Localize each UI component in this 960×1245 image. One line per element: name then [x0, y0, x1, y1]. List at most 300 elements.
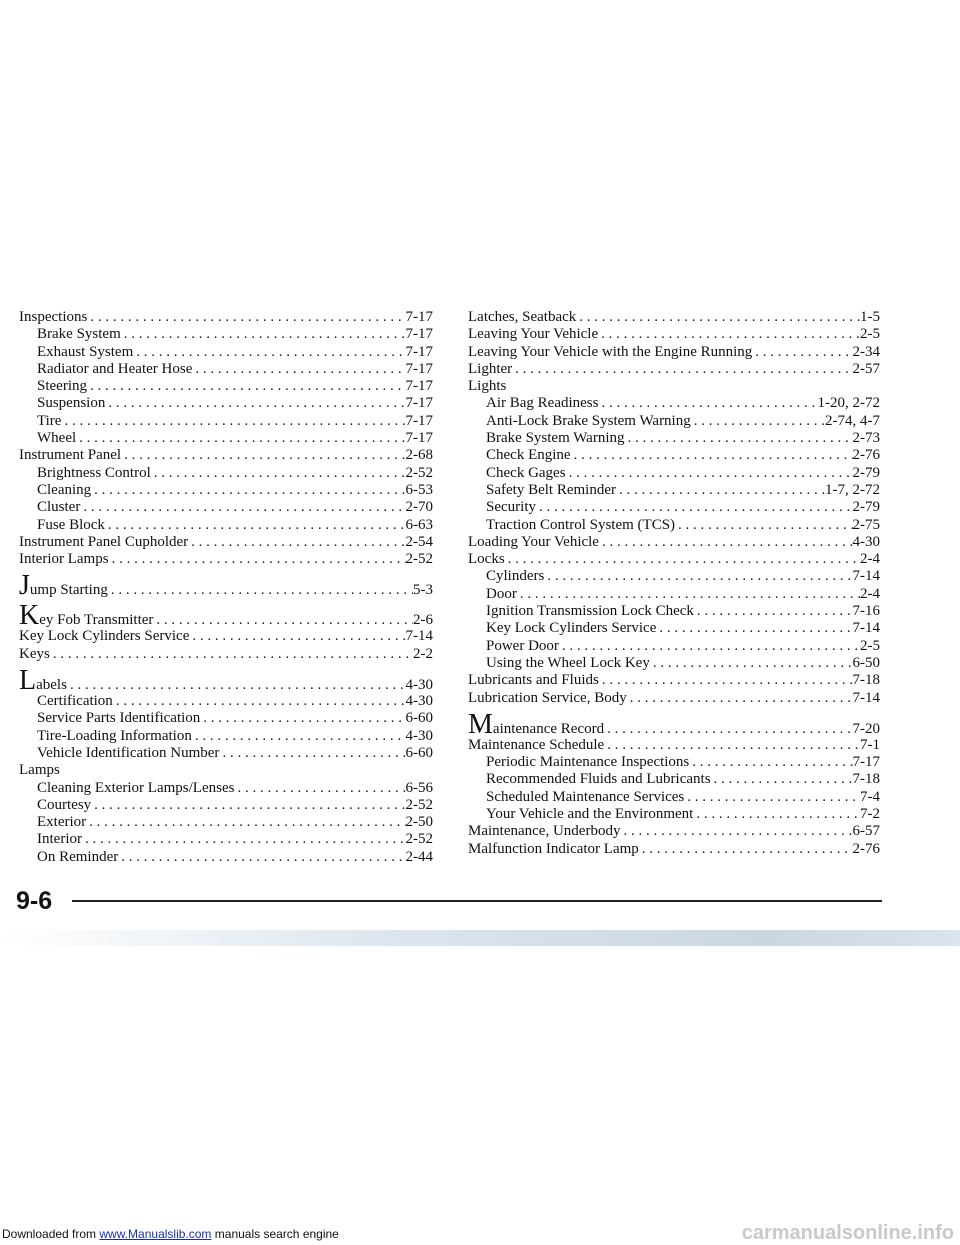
index-entry-label: [19, 646, 50, 663]
dot-leader: [105, 517, 406, 534]
index-entry-label: [37, 499, 80, 516]
dot-leader: [108, 582, 413, 598]
index-entry-page: 7-20: [852, 720, 880, 737]
index-entry-page: 2-76: [852, 840, 880, 857]
index-entry-text: Check Engine: [486, 447, 571, 464]
index-entry-page: 2-68: [405, 447, 433, 464]
dot-leader: [693, 806, 860, 823]
index-entry-text: Cluster: [37, 499, 81, 516]
index-entry: [468, 690, 880, 707]
index-entry-page: 7-17: [405, 378, 433, 395]
index-entry-text: Wheel: [37, 430, 77, 447]
index-entry-text: Instrument Panel Cupholder: [19, 533, 189, 550]
index-entry-page: 2-57: [852, 360, 880, 377]
index-entry: [468, 447, 880, 464]
index-entry: [19, 447, 433, 464]
index-entry-label: [486, 806, 693, 823]
index-entry-label: [468, 672, 599, 689]
index-entry-page: 2-4: [860, 585, 880, 602]
index-entry: [19, 797, 433, 814]
dot-leader: [694, 603, 853, 620]
index-entry: [19, 628, 433, 645]
index-entry-text: Cleaning: [37, 481, 92, 498]
watermark-logo: carmanualsonline.info: [741, 1222, 954, 1244]
index-entry-label: [486, 789, 684, 806]
dot-leader: [536, 499, 853, 516]
index-entry-page: 2-44: [405, 848, 433, 865]
dot-leader: [192, 728, 406, 745]
dot-leader: [625, 430, 853, 447]
index-entry: [468, 361, 880, 378]
index-entry-label: [37, 430, 76, 447]
index-entry-page: 6-63: [405, 516, 433, 533]
index-entry: [19, 534, 433, 551]
dot-leader: [50, 646, 413, 663]
download-prefix: Downloaded from: [2, 1227, 100, 1241]
index-entry-label: [486, 517, 675, 534]
dot-leader: [711, 771, 853, 788]
index-entry-page: 6-53: [405, 481, 433, 498]
index-entry-page: 6-60: [405, 744, 433, 761]
dot-leader: [599, 672, 853, 689]
index-entry: [19, 482, 433, 499]
index-entry-label: [19, 762, 60, 779]
index-entry-label: [37, 344, 133, 361]
dot-leader: [87, 309, 405, 326]
index-entry: [19, 710, 433, 727]
index-entry: [468, 655, 880, 672]
index-entry: [468, 517, 880, 534]
index-entry: [468, 395, 880, 412]
index-entry: [19, 646, 433, 663]
index-entry-label: [19, 602, 153, 628]
index-entry-label: [486, 586, 517, 603]
index-entry-text: Tire: [37, 412, 62, 429]
dot-leader: [76, 430, 405, 447]
index-entry-text: Brake System Warning: [486, 430, 625, 447]
index-entry-page: 2-4: [860, 551, 880, 568]
index-entry: [468, 465, 880, 482]
index-entry-page: 2-34: [852, 343, 880, 360]
dot-leader: [80, 499, 405, 516]
index-entry-label: [19, 628, 189, 645]
index-entry-label: [486, 620, 656, 637]
dot-leader: [113, 693, 406, 710]
section-initial-letter: K: [19, 602, 40, 629]
index-entry-page: 7-1: [860, 736, 880, 753]
index-entry-label: [37, 361, 192, 378]
index-entry: [19, 745, 433, 762]
index-entry-text: Brightness Control: [37, 464, 151, 481]
dot-leader: [689, 754, 852, 771]
index-entry-text: Radiator and Heater Hose: [37, 360, 193, 377]
index-entry-label: [468, 361, 512, 378]
index-entry-text: Lubrication Service, Body: [468, 689, 627, 706]
index-entry-page: 2-54: [405, 533, 433, 550]
index-entry-label: [37, 745, 219, 762]
index-entry-page: 1-5: [860, 309, 880, 325]
dot-leader: [219, 745, 405, 762]
footer-band: [0, 930, 960, 946]
index-entry-label: [37, 728, 192, 745]
index-right-column: [468, 309, 880, 858]
dot-leader: [153, 612, 413, 628]
index-entry-page: 2-73: [852, 430, 880, 447]
index-entry: [468, 551, 880, 568]
index-entry-label: [468, 534, 599, 551]
dot-leader: [627, 690, 853, 707]
index-entry-page: 2-76: [852, 447, 880, 464]
index-entry: [19, 430, 433, 447]
index-entry-page: 7-14: [852, 620, 880, 637]
index-entry-text: Lights: [468, 378, 507, 395]
index-entry-text: Cylinders: [486, 568, 545, 585]
index-entry-page: 7-14: [852, 689, 880, 706]
index-entry-label: [468, 690, 627, 707]
index-entry-label: [37, 814, 86, 831]
index-entry-page: 7-18: [852, 771, 880, 788]
index-entry-page: 7-17: [852, 754, 880, 771]
index-entry-text: ey Fob Transmitter: [39, 612, 154, 629]
index-entry-text: Maintenance Schedule: [468, 736, 605, 753]
index-entry-text: Door: [486, 585, 517, 602]
dot-leader: [189, 628, 405, 645]
index-entry-page: 7-14: [405, 628, 433, 645]
dot-leader: [639, 841, 853, 858]
index-entry-page: 2-5: [860, 637, 880, 654]
dot-leader: [133, 344, 405, 361]
index-entry-page: 2-79: [852, 464, 880, 481]
index-entry-label: [486, 603, 694, 620]
index-entry-text: Vehicle Identification Number: [37, 744, 220, 761]
index-entry-page: 7-17: [405, 326, 433, 343]
dot-leader: [650, 655, 853, 672]
index-entry-text: Periodic Maintenance Inspections: [486, 754, 690, 771]
index-entry: [19, 378, 433, 395]
dot-leader: [512, 361, 852, 378]
index-entry-text: Scheduled Maintenance Services: [486, 788, 685, 805]
dot-leader: [571, 447, 853, 464]
dot-leader: [566, 465, 853, 482]
dot-leader: [576, 309, 860, 326]
dot-leader: [616, 482, 825, 499]
index-entry-text: Service Parts Identification: [37, 710, 201, 727]
index-entry-page: 4-30: [405, 727, 433, 744]
index-entry: [468, 823, 880, 840]
index-entry-text: Inspections: [19, 309, 88, 325]
index-entry-text: Cleaning Exterior Lamps/Lenses: [37, 779, 235, 796]
index-entry: [19, 465, 433, 482]
index-entry-label: [468, 344, 752, 361]
index-entry-page: 2-52: [405, 551, 433, 568]
index-entry: [468, 806, 880, 823]
dot-leader: [61, 413, 405, 430]
index-entry: [468, 737, 880, 754]
index-entry: [19, 517, 433, 534]
footer-rule: [72, 900, 882, 902]
download-note: [2, 1227, 339, 1241]
index-entry: [19, 849, 433, 866]
index-entry: [19, 499, 433, 516]
index-entry-label: [486, 499, 536, 516]
index-entry-text: Courtesy: [37, 796, 92, 813]
index-entry-label: [37, 378, 87, 395]
dot-leader: [559, 638, 860, 655]
dot-leader: [234, 780, 405, 797]
index-entry-text: Fuse Block: [37, 516, 105, 533]
index-entry-label: [19, 667, 67, 693]
index-entry: [468, 326, 880, 343]
index-entry-page: 4-30: [852, 533, 880, 550]
index-entry: [468, 672, 880, 689]
index-entry: [19, 667, 433, 693]
index-entry-text: Brake System: [37, 326, 121, 343]
index-entry: [19, 361, 433, 378]
dot-leader: [87, 378, 406, 395]
index-entry: [468, 586, 880, 603]
index-entry: [468, 430, 880, 447]
index-entry-label: [37, 395, 105, 412]
manualslib-link[interactable]: www.Manualslib.com: [99, 1227, 212, 1241]
section-initial-letter: J: [19, 572, 30, 599]
index-entry: [19, 395, 433, 412]
index-entry-text: Interior Lamps: [19, 551, 109, 568]
index-entry-label: [37, 797, 91, 814]
index-entry-text: Certification: [37, 693, 113, 710]
index-entry-text: Interior: [37, 831, 82, 848]
dot-leader: [505, 551, 860, 568]
index-entry: [19, 831, 433, 848]
dot-leader: [691, 413, 825, 430]
index-entry: [468, 413, 880, 430]
download-suffix: manuals search engine: [211, 1227, 339, 1241]
index-entry-text: Exterior: [37, 814, 87, 831]
index-entry-page: 7-17: [405, 309, 433, 325]
index-entry-text: Latches, Seatback: [468, 309, 577, 325]
index-entry-page: 2-79: [852, 499, 880, 516]
dot-leader: [598, 395, 817, 412]
index-entry-label: [37, 413, 61, 430]
index-entry: [19, 814, 433, 831]
dot-leader: [200, 710, 405, 727]
index-entry-label: [19, 447, 121, 464]
index-entry-page: 6-60: [405, 710, 433, 727]
index-entry-label: [486, 655, 650, 672]
index-entry: [468, 568, 880, 585]
index-entry-text: Recommended Fluids and Lubricants: [486, 771, 711, 788]
index-entry-text: Using the Wheel Lock Key: [486, 654, 650, 671]
index-entry: [468, 378, 880, 395]
index-entry-label: [486, 482, 616, 499]
index-entry-label: [468, 309, 576, 326]
index-entry-label: [37, 482, 91, 499]
index-entry-page: 7-17: [405, 395, 433, 412]
index-entry-text: Power Door: [486, 637, 559, 654]
index-entry-label: [486, 754, 689, 771]
index-entry-label: [37, 780, 234, 797]
dot-leader: [109, 551, 406, 568]
index-entry-label: [468, 737, 604, 754]
index-entry-page: 1-7, 2-72: [825, 481, 880, 498]
index-entry-page: 4-30: [405, 693, 433, 710]
index-entry-label: [19, 572, 108, 598]
index-entry-page: 2-75: [852, 516, 880, 533]
index-entry-page: 1-20, 2-72: [817, 395, 880, 412]
index-entry-text: Key Lock Cylinders Service: [486, 620, 657, 637]
dot-leader: [598, 326, 860, 343]
index-entry: [468, 499, 880, 516]
dot-leader: [82, 831, 406, 848]
index-entry-label: [468, 326, 598, 343]
index-entry-page: 2-52: [405, 831, 433, 848]
dot-leader: [118, 849, 405, 866]
index-entry-page: 7-18: [852, 672, 880, 689]
dot-leader: [105, 395, 405, 412]
index-entry: [19, 309, 433, 326]
dot-leader: [151, 465, 406, 482]
index-entry-label: [468, 841, 639, 858]
dot-leader: [675, 517, 852, 534]
index-entry-text: Maintenance, Underbody: [468, 823, 621, 840]
index-entry-page: 2-74, 4-7: [825, 412, 880, 429]
index-entry-text: Exhaust System: [37, 343, 134, 360]
index-entry-text: Key Lock Cylinders Service: [19, 628, 190, 645]
index-entry-page: 2-6: [413, 612, 433, 629]
index-entry: [468, 789, 880, 806]
dot-leader: [121, 326, 406, 343]
dot-leader: [91, 482, 405, 499]
index-entry-text: Check Gages: [486, 464, 566, 481]
dot-leader: [752, 344, 852, 361]
index-entry-text: Safety Belt Reminder: [486, 481, 616, 498]
index-entry-label: [468, 378, 506, 395]
dot-leader: [604, 721, 852, 737]
index-entry-text: Lamps: [19, 762, 60, 779]
index-entry-text: Lighter: [468, 360, 513, 377]
dot-leader: [604, 737, 860, 754]
dot-leader: [86, 814, 405, 831]
index-entry-text: aintenance Record: [492, 720, 605, 737]
index-entry: [468, 711, 880, 737]
index-entry-page: 7-16: [852, 603, 880, 620]
index-entry: [468, 771, 880, 788]
index-entry-label: [486, 413, 691, 430]
index-entry-page: 7-17: [405, 360, 433, 377]
index-entry-page: 2-50: [405, 814, 433, 831]
index-entry-text: Security: [486, 499, 536, 516]
index-entry-text: Air Bag Readiness: [486, 395, 599, 412]
index-entry: [19, 551, 433, 568]
index-entry-page: 2-70: [405, 499, 433, 516]
index-entry: [468, 620, 880, 637]
index-entry-text: Tire-Loading Information: [37, 727, 192, 744]
dot-leader: [188, 534, 405, 551]
index-entry-page: 2-52: [405, 796, 433, 813]
index-entry-label: [468, 823, 620, 840]
index-entry-label: [37, 710, 200, 727]
index-entry-text: Leaving Your Vehicle: [468, 326, 599, 343]
index-left-column: [19, 309, 433, 866]
index-entry-page: 7-17: [405, 412, 433, 429]
index-entry-label: [37, 849, 118, 866]
index-entry: [468, 841, 880, 858]
index-entry-text: Locks: [468, 551, 505, 568]
dot-leader: [192, 361, 405, 378]
index-entry-label: [468, 711, 604, 737]
index-entry-page: 5-3: [413, 582, 433, 599]
index-entry-label: [19, 551, 109, 568]
index-entry-text: Anti-Lock Brake System Warning: [486, 412, 691, 429]
section-initial-letter: L: [19, 667, 37, 694]
index-entry-label: [468, 551, 505, 568]
dot-leader: [517, 586, 860, 603]
index-entry-text: On Reminder: [37, 848, 119, 865]
index-entry: [468, 603, 880, 620]
page-number: 9-6: [16, 887, 53, 915]
index-entry: [468, 754, 880, 771]
index-entry-text: Instrument Panel: [19, 447, 122, 464]
index-entry: [468, 638, 880, 655]
index-entry: [19, 572, 433, 598]
index-entry: [19, 326, 433, 343]
index-entry: [468, 482, 880, 499]
section-initial-letter: M: [468, 710, 493, 737]
index-entry-label: [37, 326, 121, 343]
index-entry-label: [37, 693, 113, 710]
index-entry-text: Malfunction Indicator Lamp: [468, 840, 639, 857]
index-entry-text: Your Vehicle and the Environment: [486, 806, 694, 823]
index-entry: [468, 344, 880, 361]
dot-leader: [91, 797, 405, 814]
dot-leader: [599, 534, 853, 551]
index-entry-text: Traction Control System (TCS): [486, 516, 676, 533]
index-entry: [19, 728, 433, 745]
index-entry: [19, 693, 433, 710]
index-entry: [468, 534, 880, 551]
index-entry-text: Suspension: [37, 395, 106, 412]
index-entry: [19, 344, 433, 361]
index-entry-label: [486, 568, 544, 585]
index-entry-label: [37, 831, 82, 848]
index-entry-text: Leaving Your Vehicle with the Engine Running: [468, 343, 753, 360]
index-entry-page: 7-17: [405, 430, 433, 447]
index-entry-page: 7-14: [852, 568, 880, 585]
index-entry-label: [486, 395, 598, 412]
index-entry: [468, 309, 880, 326]
index-entry: [19, 780, 433, 797]
index-entry: [19, 762, 433, 779]
dot-leader: [67, 677, 406, 693]
index-entry-page: 7-2: [860, 806, 880, 823]
dot-leader: [121, 447, 405, 464]
index-entry-label: [486, 465, 566, 482]
index-entry-page: 6-57: [852, 823, 880, 840]
index-entry-page: 6-50: [852, 654, 880, 671]
index-entry-text: abels: [36, 677, 67, 694]
index-entry-label: [37, 465, 151, 482]
index-entry-text: ump Starting: [29, 582, 108, 599]
index-entry: [19, 413, 433, 430]
index-entry-text: Keys: [19, 645, 50, 662]
index-entry-label: [486, 638, 559, 655]
index-entry-label: [486, 430, 625, 447]
index-entry-text: Ignition Transmission Lock Check: [486, 603, 694, 620]
index-entry-text: Lubricants and Fluids: [468, 672, 599, 689]
index-entry-text: Loading Your Vehicle: [468, 533, 599, 550]
index-entry-label: [19, 309, 87, 326]
index-entry-page: 6-56: [405, 779, 433, 796]
dot-leader: [544, 568, 852, 585]
